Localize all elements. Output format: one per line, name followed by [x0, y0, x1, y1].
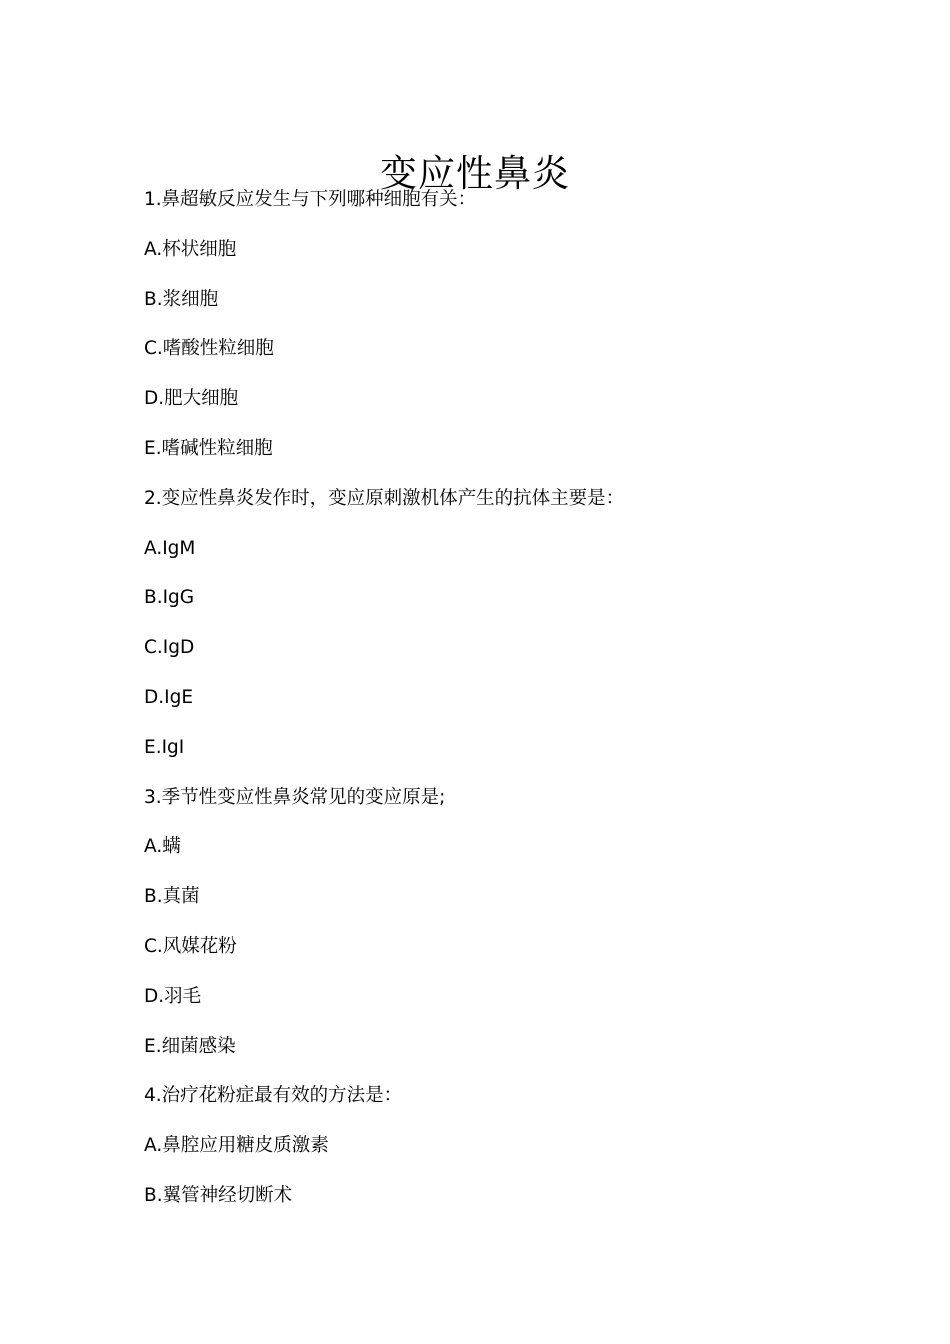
question-2-option-e: E.IgI [144, 736, 185, 758]
question-3-option-a: A.螨 [144, 836, 181, 858]
question-3-option-c: C.风媒花粉 [144, 935, 237, 957]
question-2-option-a: A.IgM [144, 537, 196, 559]
page-title: 变应性鼻炎 [380, 151, 570, 195]
question-list [144, 186, 844, 1232]
question-1-option-c: C.嗜酸性粒细胞 [144, 338, 274, 360]
question-2-option-b: B.IgG [144, 587, 195, 609]
question-4-option-b: B.翼管神经切断术 [144, 1184, 293, 1206]
question-1-option-d: D.肥大细胞 [144, 388, 239, 410]
question-4-option-a: A.鼻腔应用糖皮质激素 [144, 1135, 329, 1157]
question-2-option-d: D.IgE [144, 686, 194, 708]
question-3-option-e: E.细菌感染 [144, 1035, 236, 1057]
question-3-option-b: B.真菌 [144, 886, 200, 908]
question-1-option-a: A.杯状细胞 [144, 238, 237, 260]
question-3-option-d: D.羽毛 [144, 985, 202, 1007]
question-3-stem: 3.季节性变应性鼻炎常见的变应原是; [144, 786, 446, 808]
question-1-option-b: B.浆细胞 [144, 288, 219, 310]
question-1-option-e: E.嗜碱性粒细胞 [144, 437, 273, 459]
question-2-option-c: C.IgD [144, 637, 195, 659]
question-4-stem: 4.治疗花粉症最有效的方法是： [144, 1085, 403, 1107]
question-1-stem: 1.鼻超敏反应发生与下列哪种细胞有关： [144, 189, 477, 210]
question-2-stem: 2.变应性鼻炎发作时，变应原刺激机体产生的抗体主要是： [144, 487, 625, 509]
